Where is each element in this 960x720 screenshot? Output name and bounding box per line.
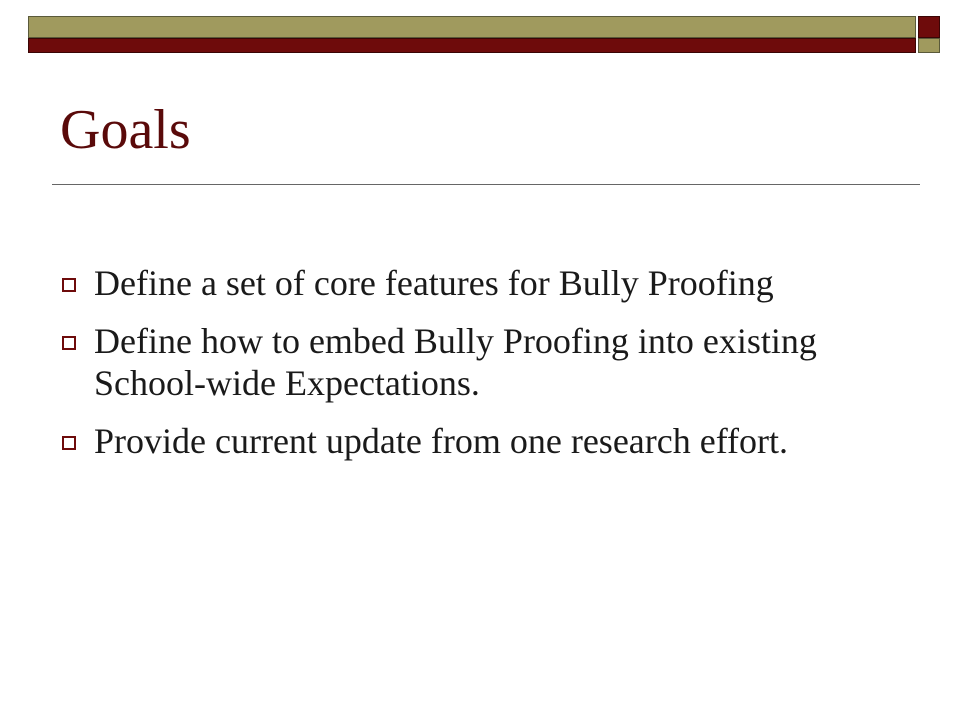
bullet-item — [58, 262, 908, 304]
slide-title: Goals — [60, 99, 191, 161]
header-corner-olive-square — [918, 38, 940, 53]
bullet-item — [58, 420, 908, 462]
hollow-square-bullet-icon — [62, 436, 76, 450]
hollow-square-bullet-icon — [62, 278, 76, 292]
hollow-square-bullet-icon — [62, 336, 76, 350]
bullet-text: Define how to embed Bully Proofing into existing School-wide Expectations. — [94, 321, 817, 403]
header-banner-olive-bar — [28, 16, 916, 38]
bullet-text: Define a set of core features for Bully Proofing — [94, 263, 774, 303]
title-divider — [52, 184, 920, 185]
bullet-text: Provide current update from one research effort. — [94, 421, 789, 461]
header-corner-red-square — [918, 16, 940, 38]
bullet-item — [58, 320, 908, 404]
header-banner-red-bar — [28, 38, 916, 53]
bullet-list — [58, 262, 908, 478]
